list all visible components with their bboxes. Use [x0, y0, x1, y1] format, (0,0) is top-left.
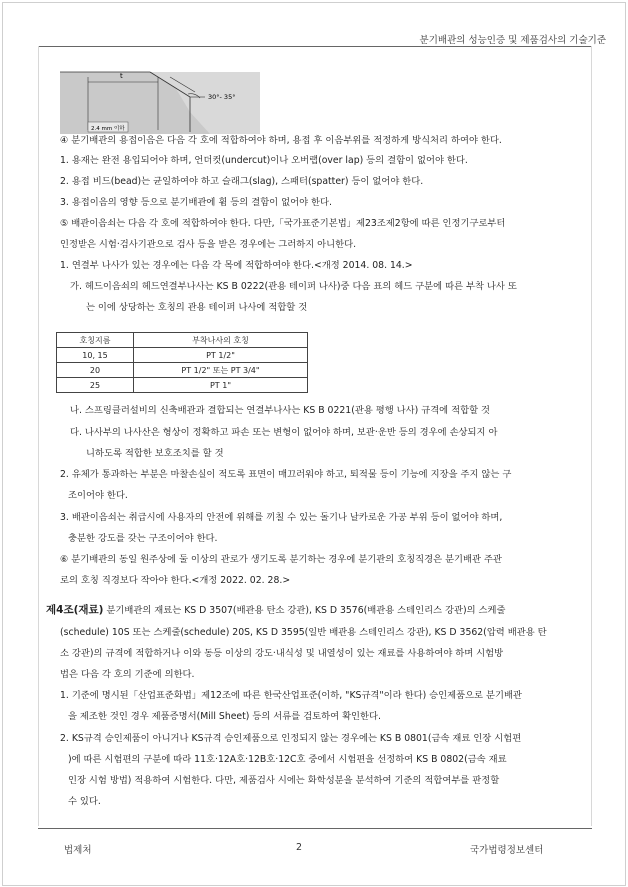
right-margin-rule — [591, 46, 592, 826]
table-row — [57, 363, 308, 378]
article-4-line-4: 법은 다음 각 호의 기준에 의한다. — [60, 669, 195, 680]
header-rule — [38, 46, 592, 47]
para-5-item-2-line-2: 조이어야 한다. — [68, 490, 128, 501]
page-number: 2 — [296, 842, 303, 853]
table-cell: 25 — [57, 378, 134, 393]
footer-rule — [38, 828, 592, 829]
para-5-item-1: 1. 연결부 나사가 있는 경우에는 다음 각 목에 적합하여야 한다.<개정 2014. 08. 14.> — [60, 260, 413, 271]
thread-table — [56, 332, 308, 393]
sub-item-ga-line-1: 가. 헤드이음쇠의 헤드연결부나사는 KS B 0222(관용 테이퍼 나사)중 다음 표의 헤드 구분에 따른 부착 나사 또 — [70, 281, 517, 292]
table-cell: PT 1" — [134, 378, 308, 393]
article-4-item-2-line-3: 인장 시험 방법) 적용하여 시험한다. 다만, 제품검사 시에는 화학성분을 분석하여 기준의 적합여부를 판정할 — [68, 775, 500, 786]
dim-t-label: t — [120, 72, 123, 80]
table-cell: 10, 15 — [57, 348, 134, 363]
article-4-line-3: 소 강관)의 규격에 적합하거나 이와 동등 이상의 강도·내식성 및 내열성이 있는 재료를 사용하여야 하며 시험방 — [60, 648, 504, 659]
para-4: ④ 분기배관의 용접이음은 다음 각 호에 적합하여야 하며, 용접 후 이음부위를 적정하게 방식처리 하여야 한다. — [60, 135, 502, 146]
dim-bottom-label: 2.4 mm 이하 — [91, 126, 125, 132]
table-row — [57, 348, 308, 363]
article-4-item-1-line-2: 을 제조한 것인 경우 제품증명서(Mill Sheet) 등의 서류를 검토하여 확인한다. — [68, 711, 381, 722]
article-4-item-1-line-1: 1. 기준에 명시된「산업표준화법」제12조에 따른 한국산업표준(이하, "KS규격"이라 한다) 승인제품으로 분기배관 — [60, 690, 522, 701]
sub-item-na: 나. 스프링클러설비의 신축배관과 결합되는 연결부나사는 KS B 0221(관용 평행 나사) 규격에 적합할 것 — [70, 405, 490, 416]
table-row — [57, 378, 308, 393]
article-4-line-1 — [46, 603, 505, 618]
para-4-item-1: 1. 용재는 완전 용입되어야 하며, 언더컷(undercut)이나 오버랩(over lap) 등의 결함이 없어야 한다. — [60, 155, 468, 166]
table-cell: PT 1/2" — [134, 348, 308, 363]
para-4-item-2: 2. 용접 비드(bead)는 균일하여야 하고 슬래그(slag), 스패터(spatter) 등이 없어야 한다. — [60, 176, 424, 187]
article-4-text: 분기배관의 재료는 KS D 3507(배관용 탄소 강관), KS D 3576(배관용 스테인리스 강관)의 스케줄 — [106, 605, 506, 616]
article-4-item-2-line-4: 수 있다. — [68, 796, 101, 807]
para-6-line-1: ⑥ 분기배관의 동일 원주상에 둘 이상의 관로가 생기도록 분기하는 경우에 분기관의 호칭직경은 분기배관 주관 — [60, 554, 502, 565]
sub-item-da-line-1: 다. 나사부의 나사산은 형상이 정확하고 파손 또는 변형이 없어야 하며, 보관·운반 등의 경우에 손상되지 아 — [70, 427, 498, 438]
footer-right: 국가법령정보센터 — [470, 845, 544, 856]
para-5-item-3-line-2: 충분한 강도를 갖는 구조이어야 한다. — [68, 533, 218, 544]
para-5-item-2-line-1: 2. 유체가 통과하는 부분은 마찰손실이 적도록 표면이 매끄러워야 하고, 퇴적물 등이 기능에 지장을 주지 않는 구 — [60, 469, 512, 480]
table-cell: PT 1/2" 또는 PT 3/4" — [134, 363, 308, 378]
para-6-line-2: 로의 호칭 직경보다 작아야 한다.<개정 2022. 02. 28.> — [60, 575, 291, 586]
left-margin-rule — [38, 46, 39, 826]
table-header-cell: 호칭지름 — [57, 333, 134, 348]
page-header-title: 분기배관의 성능인증 및 제품검사의 기술기준 — [419, 35, 606, 46]
para-5-line-1: ⑤ 배관이음쇠는 다음 각 호에 적합하여야 한다. 다만,「국가표준기본법」제23조제2항에 따른 인정기구로부터 — [60, 218, 506, 229]
weld-figure — [60, 52, 260, 134]
article-4-title: 제4조(재료) — [46, 604, 104, 616]
sub-item-da-line-2: 니하도록 적합한 보호조치를 할 것 — [86, 448, 224, 459]
para-5-item-3-line-1: 3. 배관이음쇠는 취급시에 사용자의 안전에 위해를 끼칠 수 있는 돌기나 날카로운 가공 부위 등이 없어야 하며, — [60, 512, 503, 523]
footer-left: 법제처 — [64, 845, 92, 856]
table-cell: 20 — [57, 363, 134, 378]
para-5-line-2: 인정받은 시험·검사기관으로 검사 등을 받은 경우에는 그러하지 아니한다. — [60, 239, 357, 250]
article-4-item-2-line-2: )에 따른 시험편의 구분에 따라 11호·12A호·12B호·12C호 중에서 시험편을 선정하여 KS B 0802(금속 재료 — [68, 754, 507, 765]
sub-item-ga-line-2: 는 이에 상당하는 호칭의 관용 테이퍼 나사에 적합할 것 — [86, 302, 308, 313]
table-header-cell: 부착나사의 호칭 — [134, 333, 308, 348]
article-4-line-2: (schedule) 10S 또는 스케줄(schedule) 20S, KS D 3595(일반 배관용 스테인리스 강관), KS D 3562(압력 배관용 탄 — [60, 627, 547, 638]
article-4-item-2-line-1: 2. KS규격 승인제품이 아니거나 KS규격 승인제품으로 인정되지 않는 경우에는 KS B 0801(금속 재료 인장 시험편 — [60, 733, 522, 744]
para-4-item-3: 3. 용접이음의 영향 등으로 분기배관에 휨 등의 결함이 없어야 한다. — [60, 197, 332, 208]
angle-label: 30°- 35° — [208, 93, 236, 101]
